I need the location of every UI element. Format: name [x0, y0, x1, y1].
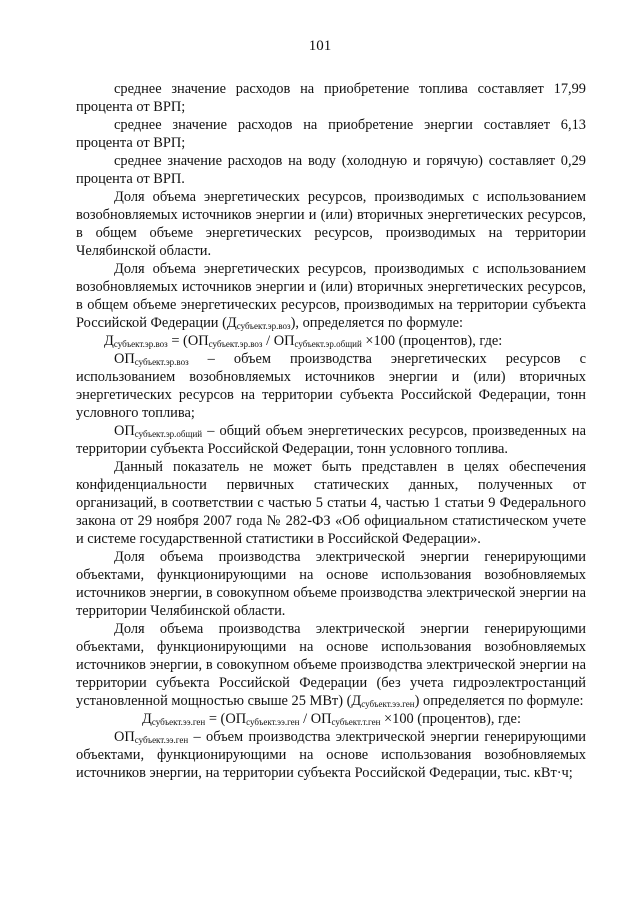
paragraph-electricity-share-definition: Доля объема производства электрической энергии генерирующими объектами, функционирующими на основе использования возобновляемых источников энергии, в совокупном объеме производства электрической энергии на территории субъекта Российской Федерации (без учета гидроэлектростанций установленной мощностью свыше 25 МВт) $(Д_{субъект.ээ.ген})$ определяется по формуле:: [76, 621, 586, 709]
document-body: [76, 80, 586, 782]
paragraph-op-renewable: $ОП_{субъект.эр.воз}$ – объем производства энергетических ресурсов с использованием возобновляемых источников энергии и (или) вторичных энергетических ресурсов на территории субъекта Российской Федерации, тонн условного топлива;: [76, 351, 586, 421]
formula-electricity-share: $Д_{субъект.ээ.ген} = (ОП_{субъект.ээ.ген} / ОП_{субъект.т.ген} \times 100$ (процентов), где:: [142, 711, 521, 727]
formula-renewable-share: $Д_{субъект.эр.воз} = (ОП_{субъект.эр.воз} / ОП_{субъект.эр.общий} \times 100$ (процентов), где:: [104, 333, 503, 349]
paragraph-water-costs: среднее значение расходов на воду (холодную и горячую) составляет 0,29 процента от ВРП.: [76, 153, 586, 187]
paragraph-energy-costs: среднее значение расходов на приобретение энергии составляет 6,13 процента от ВРП;: [76, 117, 586, 151]
paragraph-fuel-costs: среднее значение расходов на приобретение топлива составляет 17,99 процента от ВРП;: [76, 81, 586, 115]
paragraph-op-total: $ОП_{субъект.эр.общий}$ – общий объем энергетических ресурсов, произведенных на территории субъекта Российской Федерации, тонн условного топлива.: [76, 423, 586, 457]
paragraph-renewable-share-heading: Доля объема энергетических ресурсов, производимых с использованием возобновляемых источников энергии и (или) вторичных энергетических ресурсов, в общем объеме энергетических ресурсов, производимых на территории Челябинской области.: [76, 189, 586, 259]
paragraph-renewable-share-definition: Доля объема энергетических ресурсов, производимых с использованием возобновляемых источников энергии и (или) вторичных энергетических ресурсов, в общем объеме энергетических ресурсов, производимых на территории субъекта Российской Федерации $(Д_{субъект.эр.воз})$, определяется по формуле:: [76, 261, 586, 331]
paragraph-op-electricity: $ОП_{субъект.ээ.ген}$ – объем производства электрической энергии генерирующими объектами, функционирующими на основе использования возобновляемых источников энергии, на территории субъекта Российской Федерации, тыс. кВт·ч;: [76, 729, 586, 781]
paragraph-confidentiality: Данный показатель не может быть представлен в целях обеспечения конфиденциальности первичных статических данных, полученных от организаций, в соответствии с частью 5 статьи 4, частью 1 статьи 9 Федерального закона от 29 ноября 2007 года № 282-ФЗ «Об официальном статистическом учете и системе государственной статистики в Российской Федерации».: [76, 459, 586, 547]
page-number: 101: [308, 38, 332, 54]
paragraph-electricity-share-heading: Доля объема производства электрической энергии генерирующими объектами, функционирующими на основе использования возобновляемых источников энергии, в совокупном объеме производства электрической энергии на территории Челябинской области.: [76, 549, 586, 619]
